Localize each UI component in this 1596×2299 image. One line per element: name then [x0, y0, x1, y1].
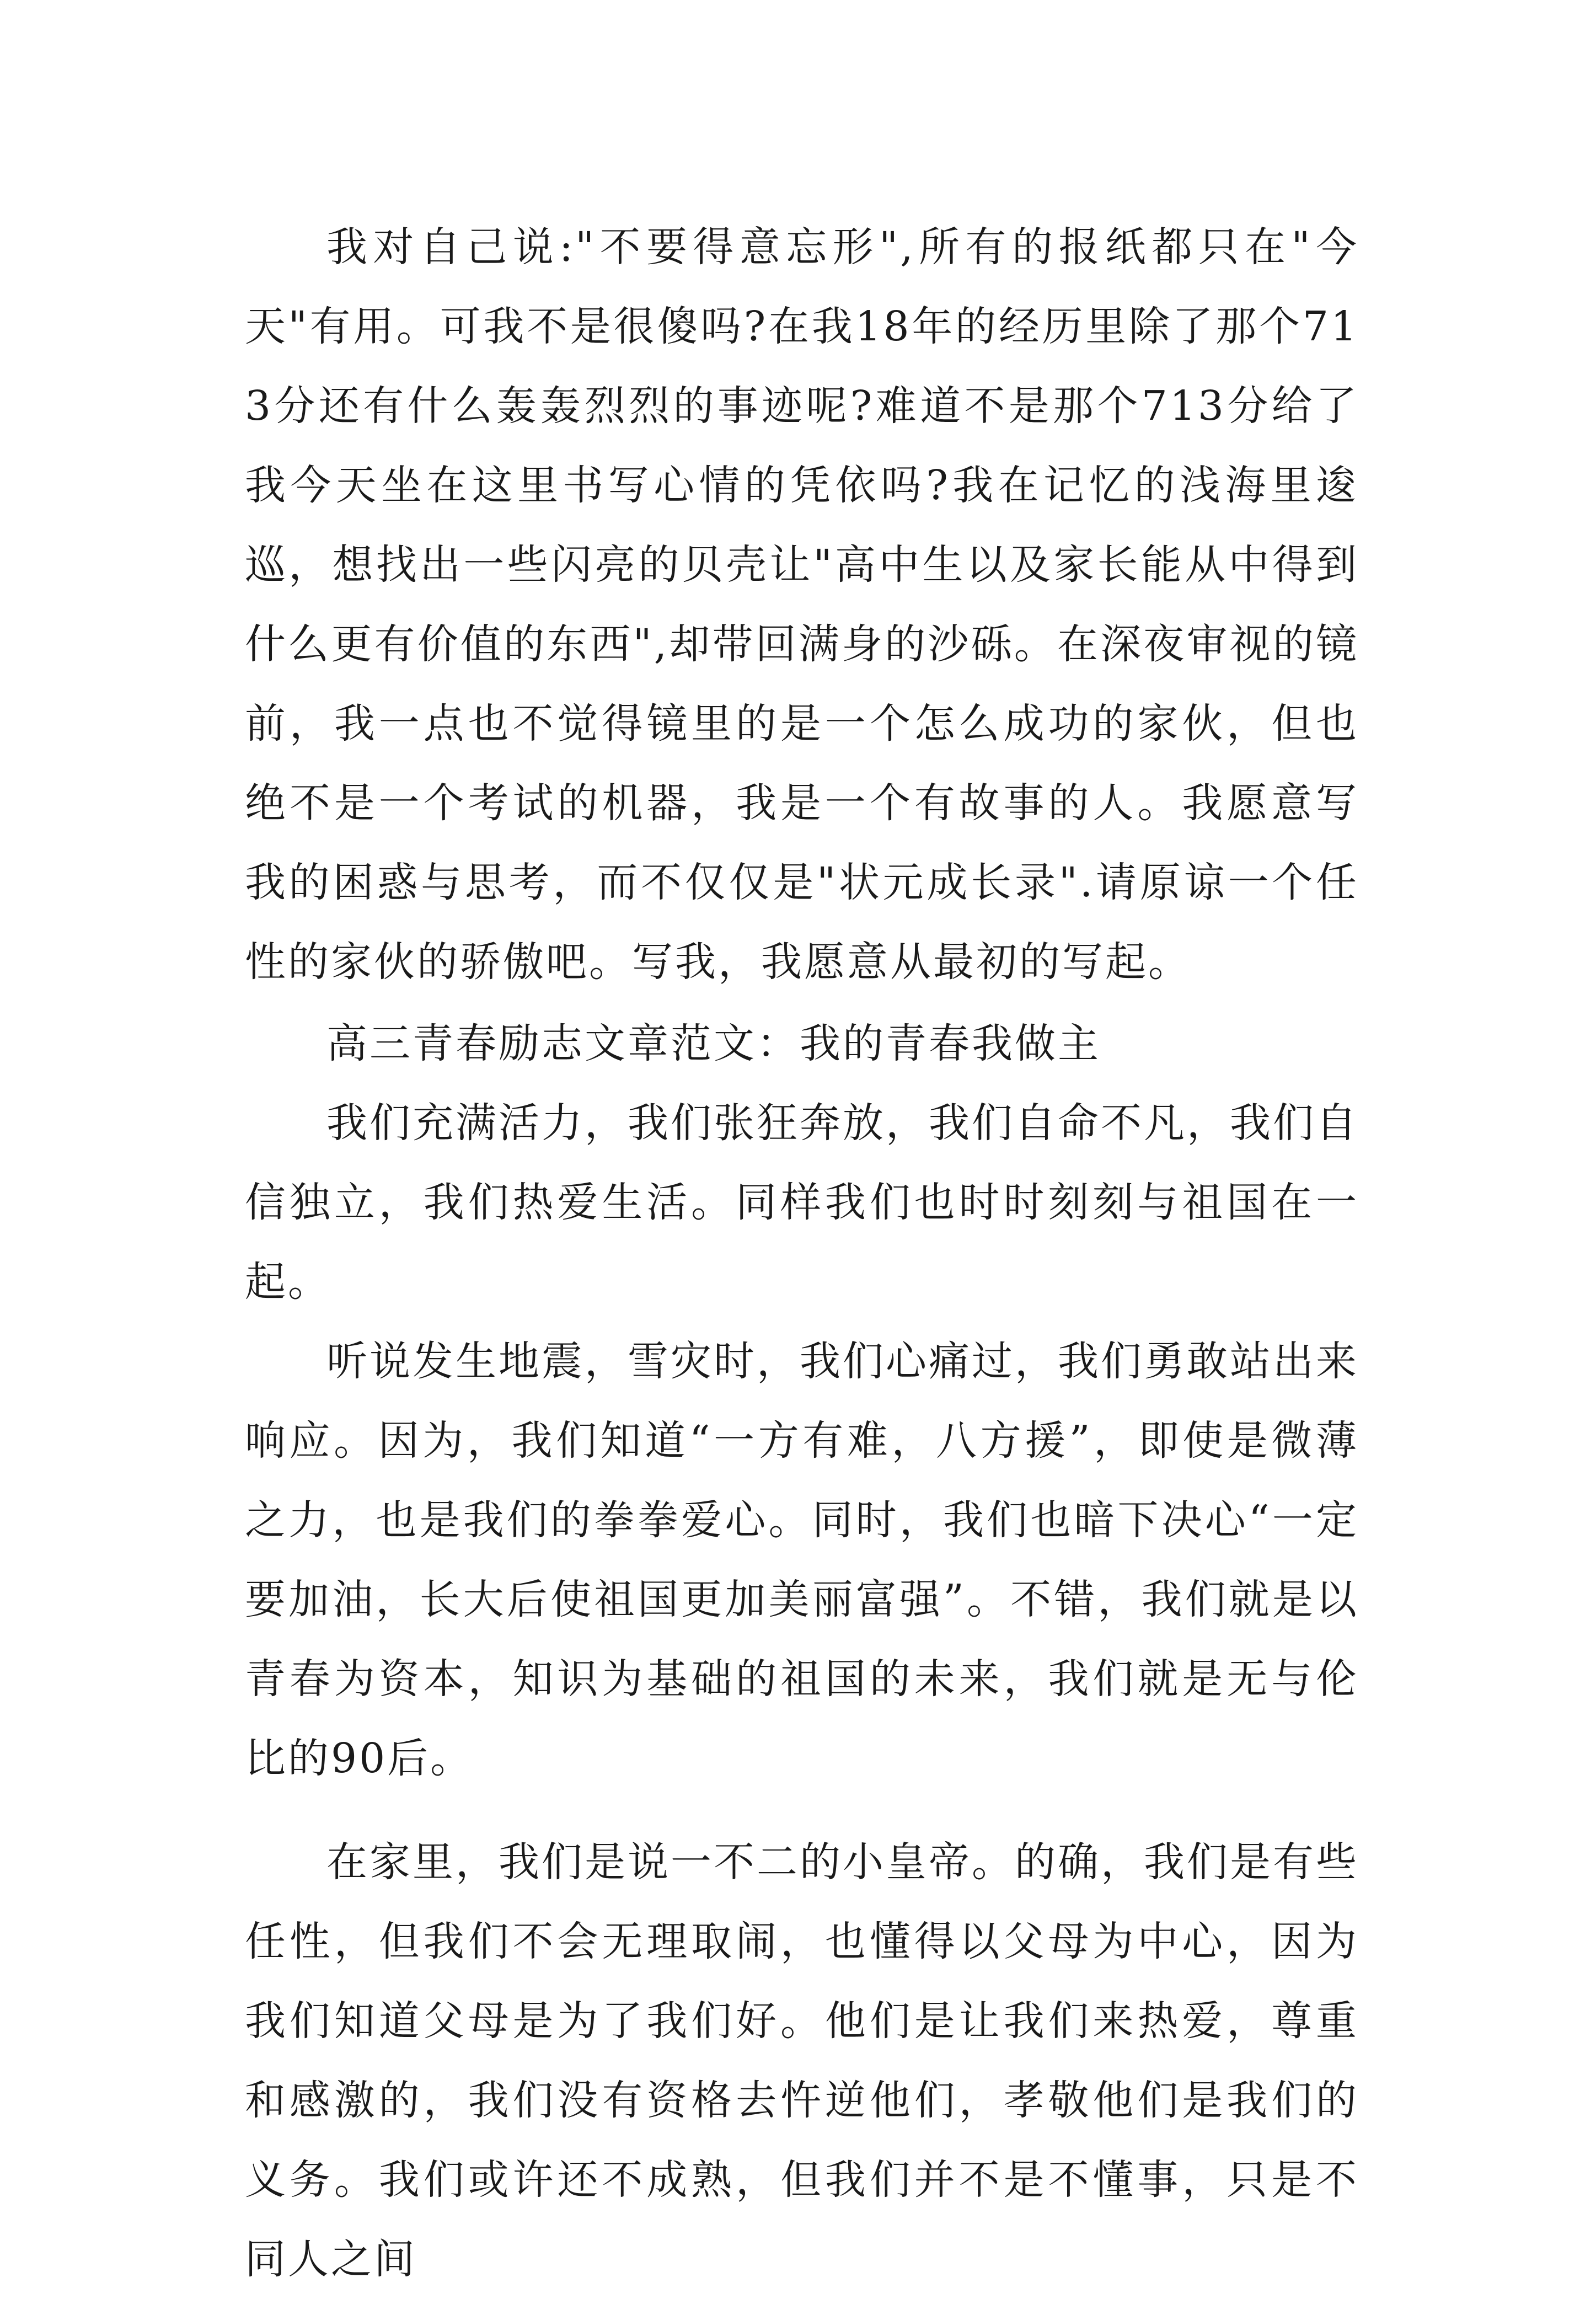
paragraph-vitality: 我们充满活力，我们张狂奔放，我们自命不凡，我们自信独立，我们热爱生活。同样我们也时时刻刻与祖国在一起。	[245, 1099, 1359, 1306]
section-heading: 高三青春励志文章范文：我的青春我做主	[326, 1020, 1101, 1067]
document-body	[245, 207, 1359, 2299]
paragraph-home: 在家里，我们是说一不二的小皇帝。的确，我们是有些任性，但我们不会无理取闹，也懂得以父母为中心，因为我们知道父母是为了我们好。他们是让我们来热爱，尊重和感激的，我们没有资格去忤逆他们，孝敬他们是我们的义务。我们或许还不成熟，但我们并不是不懂事，只是不同人之间	[245, 1838, 1359, 2283]
paragraph-exam-reflection: 我对自己说:"不要得意忘形",所有的报纸都只在"今天"有用。可我不是很傻吗?在我18年的经历里除了那个713分还有什么轰轰烈烈的事迹呢?难道不是那个713分给了我今天坐在这里书写心情的凭依吗?我在记忆的浅海里逡巡，想找出一些闪亮的贝壳让"高中生以及家长能从中得到什么更有价值的东西",却带回满身的沙砾。在深夜审视的镜前，我一点也不觉得镜里的是一个怎么成功的家伙，但也绝不是一个考试的机器，我是一个有故事的人。我愿意写我的困惑与思考，而不仅仅是"状元成长录".请原谅一个任性的家伙的骄傲吧。写我，我愿意从最初的写起。	[245, 223, 1359, 986]
paragraph-earthquake: 听说发生地震，雪灾时，我们心痛过，我们勇敢站出来响应。因为，我们知道“一方有难，八方援”，即使是微薄之力，也是我们的拳拳爱心。同时，我们也暗下决心“一定要加油，长大后使祖国更加美丽富强”。不错，我们就是以青春为资本，知识为基础的祖国的未来，我们就是无与伦比的90后。	[245, 1338, 1359, 1782]
